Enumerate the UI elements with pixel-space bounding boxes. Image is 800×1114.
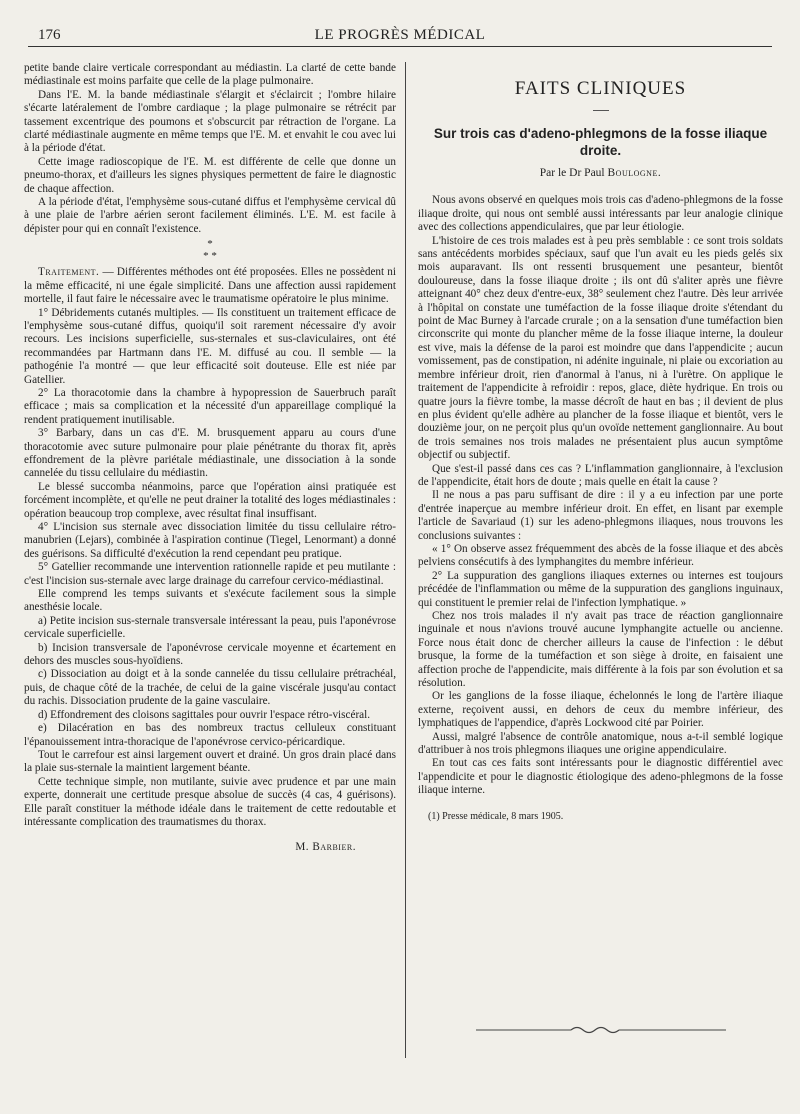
paragraph: 2° La thoracotomie dans la chambre à hypopression de Sauerbruch paraît efficace ; mais sa complication et la nécessité d'un appareillage compliqué la rendent pratiquement inutilisable. <box>24 386 396 426</box>
left-column <box>24 62 396 855</box>
page-header <box>28 24 772 47</box>
paragraph: Chez nos trois malades il n'y avait pas trace de réaction ganglionnaire inguinale et nous n'avions trouvé aucune lymphangite actuelle ou ancienne. Force nous était donc de chercher ailleurs la cause de l'infection : le début brusque, la forme de la tuméfaction et son siège à droite, en faisaient une affection proche de l'appendicite, mais différente à la fois par son évolution et sa résolution. <box>418 610 783 690</box>
paragraph: Tout le carrefour est ainsi largement ouvert et drainé. Un gros drain placé dans la plaie sus-sternale la maintient largement béante. <box>24 748 396 775</box>
paragraph: b) Incision transversale de l'aponévrose cervicale moyenne et écartement en dehors des muscles sous-hyoïdiens. <box>24 641 396 668</box>
byline-prefix: Par le Dr Paul <box>539 167 605 179</box>
paragraph: Cette image radioscopique de l'E. M. est différente de celle que donne un pneumo-thorax, et d'ailleurs les signes physiques permettent de faire le diagnostic de chaque affection. <box>24 155 396 195</box>
journal-title: LE PROGRÈS MÉDICAL <box>314 27 486 43</box>
paragraph: Dans l'E. M. la bande médiastinale s'élargit et s'éclaircit ; l'ombre hilaire s'écarte latéralement de l'ombre cardiaque ; la plage pulmonaire se rétrécit par tassement excentrique des poumons et s'obscurcit par rétraction de l'organe. La clarté médiastinale augmente en même temps que l'E. M. et envahit le cou avec lui à la période d'état. <box>24 88 396 155</box>
section-title: FAITS CLINIQUES <box>514 78 687 99</box>
author-signature: M. Barbier. <box>295 841 356 854</box>
paragraph: Il ne nous a pas paru suffisant de dire : il y a eu infection par une porte d'entrée inaperçue au membre inférieur droit. En effet, en lisant par exemple l'article de Savariaud (1) sur les adeno-phlegmons iliaques, nous trouvons les conclusions suivantes : <box>418 489 783 542</box>
paragraph: 4° L'incision sus sternale avec dissociation limitée du tissu cellulaire rétro-manubrien (Lejars), combinée à l'aspiration continue (Tiegel, Lenormant) a donné des guérisons. Sa difficulté d'exécution la rend cependant peu pratique. <box>24 521 396 560</box>
byline-author: Boulogne. <box>607 167 662 179</box>
paragraph: e) Dilacération en bas des nombreux tractus celluleux constituant l'épanouissement intra-thoracique de l'aponévrose cervico-péricardique. <box>24 722 396 748</box>
run-in-heading: Traitement. <box>38 266 100 279</box>
paragraph: 5° Gatellier recommande une intervention rationnelle rapide et peu mutilante : c'est l'incision sus-sternale avec large drainage du carrefour cervico-médiastinal. <box>24 561 396 587</box>
title-rule <box>593 110 609 111</box>
paragraph: Or les ganglions de la fosse iliaque, échelonnés le long de l'artère iliaque externe, reçoivent aussi, en dehors de ceux du membre inférieur, des lymphatiques de l'appendice, d'après Lockwood cité par Poirier. <box>418 690 783 730</box>
paragraph: petite bande claire verticale correspondant au médiastin. La clarté de cette bande médiastinale est moins parfaite que celle de la plage pulmonaire. <box>24 62 396 88</box>
paragraph-text: — Différentes méthodes ont été proposées. Elles ne possèdent ni la même efficacité, ni une égale simplicité. Dans une affection aussi rapidement mortelle, il faut faire le nécessaire avec le traumatisme opératoire le plus minime. <box>24 266 396 306</box>
paragraph: d) Effondrement des cloisons sagittales pour ouvrir l'espace rétro-viscéral. <box>38 708 371 721</box>
paragraph: L'histoire de ces trois malades est à peu près semblable : ce sont trois soldats sans antécédents morbides spéciaux, sauf que l'un avait eu les pieds gelés six mois auparavant. Ils ont ressenti brusquement une pesanteur, bientôt douloureuse, dans la fosse iliaque droite ; ils ont dû s'aliter après une fièvre atteignant 40° chez deux d'entre-eux, 38° seulement chez l'autre. Dès leur arrivée à l'hôpital on constate une tuméfaction de la fosse iliaque droite s'étendant du point de Mac Burney à l'arcade crurale ; on a la sensation d'une tuméfaction bien circonscrite qui monte du plancher même de la fosse iliaque interne, la douleur est vive, mais la défense de la paroi est moindre que dans l'appendicite ; aucun vomissement, pas de constipation, ni adénite inguinale, ni plaie ou excoriation au membre inférieur droit, rien d'anormal à l'anus, ni à l'urètre. On applique le traitement de l'appendicite à refroidir : repos, glace, diète hydrique. En trois ou quatre jours la fièvre tombe, la masse décroît de haut en bas ; il devient de plus en plus évident qu'elle adhère au plancher de la fosse iliaque et bientôt, vers le douzième jour, on ne perçoit plus qu'un ovoïde nettement ganglionnaire. Au bout de trois semaines nos trois malades ne présentaient plus aucun symptôme objectif ou subjectif. <box>418 234 783 462</box>
paragraph: Cette technique simple, non mutilante, suivie avec prudence et par une main experte, donnerait une certitude presque absolue de succès (4 cas, 4 guérisons). Elle paraît constituer la méthode idéale dans le traitement de cette redoutable et intéressante complication des traumatismes du thorax. <box>24 775 396 828</box>
byline <box>418 167 783 180</box>
paragraph: Nous avons observé en quelques mois trois cas d'adeno-phlegmons de la fosse iliaque droite, qui nous ont semblé aussi intéressants par leur analogie clinique avec des collections appendiculaires, que par leur étiologie. <box>418 194 783 234</box>
footnote: (1) Presse médicale, 8 mars 1905. <box>428 810 564 822</box>
quote-paragraph: « 1° On observe assez fréquemment des abcès de la fosse iliaque et des abcès pelviens consécutifs à des lymphangites du membre inférieur. <box>418 542 783 569</box>
paragraph: 1° Débridements cutanés multiples. — Ils constituent un traitement efficace de l'emphysème sous-cutané diffus, quoiqu'il soit rarement nécessaire d'y avoir recours. Les incisions superficielle, sus-sternales et sus-claviculaires, ont été recommandées par Hartmann dans l'E. M. diffusé au cou. Il semble — la pathogénie l'a montré — que leur efficacité soit douteuse. Elle est niée par Gatellier. <box>24 306 396 386</box>
paragraph: En tout cas ces faits sont intéressants pour le diagnostic différentiel avec l'appendicite et pour le diagnostic étiologique des adeno-phlegmons de la fosse iliaque interne. <box>418 757 783 797</box>
paragraph: Elle comprend les temps suivants et s'exécute facilement sous la simple anesthésie locale. <box>24 588 396 614</box>
quote-paragraph: 2° La suppuration des ganglions iliaques externes ou internes est toujours précédée de l'inflammation ou même de la suppuration des ganglions inguinaux, qui constituent le premier relai de l'infection lymphatique. » <box>418 569 783 609</box>
ornamental-rule <box>476 1024 726 1036</box>
paragraph: Que s'est-il passé dans ces cas ? L'inflammation ganglionnaire, à l'exclusion de l'appendicite, était hors de doute ; mais quelle en était la cause ? <box>418 462 783 488</box>
section-separator-stars: * * * <box>203 238 217 263</box>
paragraph: a) Petite incision sus-sternale transversale intéressant la peau, puis l'aponévrose cervicale superficielle. <box>24 614 396 641</box>
paragraph: Le blessé succomba néanmoins, parce que l'opération ainsi pratiquée est forcément incomplète, et qu'elle ne peut drainer la totalité des loges médiastinales : opération beaucoup trop complexe, avec résultat final insuffisant. <box>24 480 397 520</box>
paragraph: Aussi, malgré l'absence de contrôle anatomique, nous a-t-il semblé logique d'attribuer à nos trois phlegmons iliaques une origine appendiculaire. <box>418 730 783 757</box>
paragraph: 3° Barbary, dans un cas d'E. M. brusquement apparu au cours d'une thoracotomie avec suture pulmonaire pour plaie pénétrante du thorax fit, après effondrement de la plèvre pariétale médiastinale, une dissociation à la sonde cannelée du tissu cellulaire du médiastin. <box>24 427 396 480</box>
paragraph: A la période d'état, l'emphysème sous-cutané diffus et l'emphysème cervical dû à une plaie de l'arbre aérien seront facilement éliminés. L'E. M. est facile à dépister pour qui en connaît l'existence. <box>24 196 396 235</box>
right-column <box>418 62 783 823</box>
page-number: 176 <box>38 27 61 43</box>
column-divider <box>405 62 406 1058</box>
paragraph-treatment <box>24 266 396 306</box>
paragraph: c) Dissociation au doigt et à la sonde cannelée du tissu cellulaire prétrachéal, puis, de chaque côté de la trachée, de celui de la gaine viscérale jusqu'au contact du rachis. Dissociation prudente de la gaine vasculaire. <box>24 668 396 708</box>
article-title: Sur trois cas d'adeno-phlegmons de la fosse iliaque droite. <box>433 126 768 158</box>
